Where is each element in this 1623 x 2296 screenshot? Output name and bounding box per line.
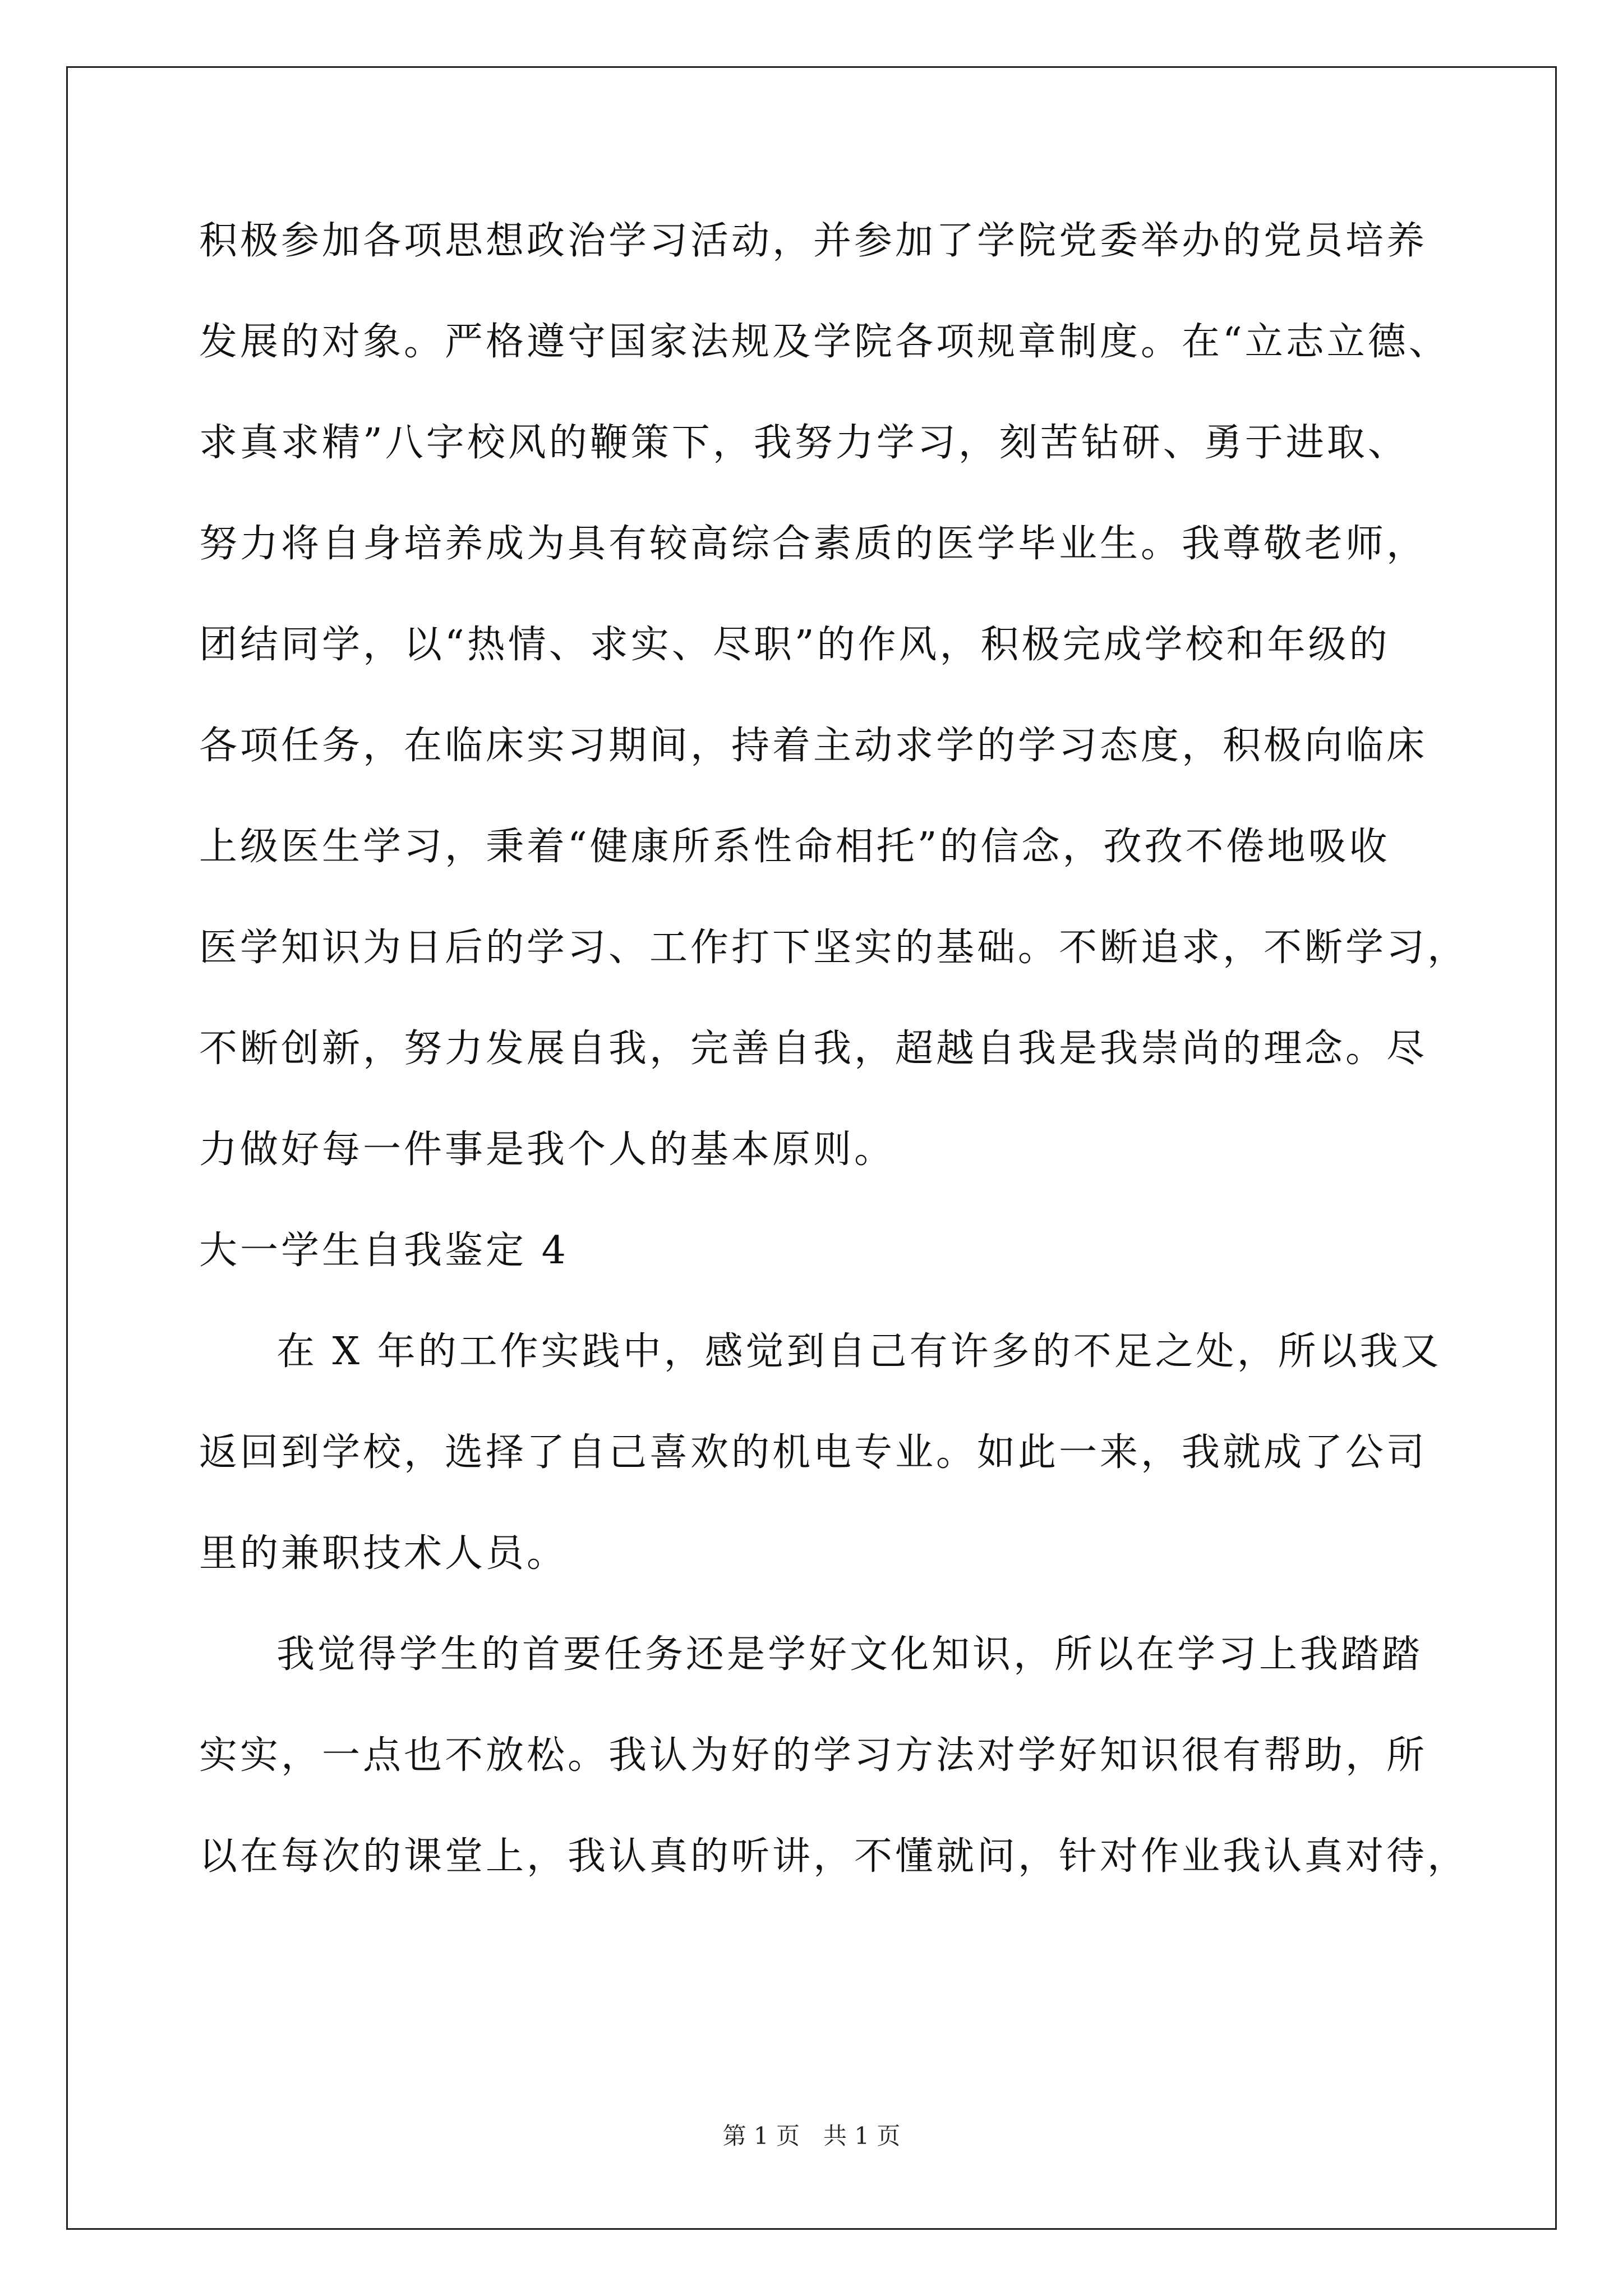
paragraph-line: 返回到学校，选择了自己喜欢的机电专业。如此一来，我就成了公司 (199, 1430, 1428, 1475)
paragraph-line: 努力将自身培养成为具有较高综合素质的医学毕业生。我尊敬老师， (199, 522, 1428, 566)
paragraph-line: 不断创新，努力发展自我，完善自我，超越自我是我崇尚的理念。尽 (199, 1027, 1428, 1071)
paragraph-line: 我觉得学生的首要任务还是学好文化知识，所以在学习上我踏踏 (276, 1632, 1423, 1677)
paragraph-line: 实实，一点也不放松。我认为好的学习方法对学好知识很有帮助，所 (199, 1733, 1428, 1778)
section-heading: 大一学生自我鉴定 4 (199, 1228, 569, 1273)
paragraph-line: 各项任务，在临床实习期间，持着主动求学的学习态度，积极向临床 (199, 724, 1428, 768)
paragraph-line: 里的兼职技术人员。 (199, 1531, 568, 1576)
paragraph-line: 积极参加各项思想政治学习活动，并参加了学院党委举办的党员培养 (199, 219, 1428, 263)
paragraph-line: 在 X 年的工作实践中，感觉到自己有许多的不足之处，所以我又 (276, 1329, 1442, 1374)
paragraph-line: 上级医生学习，秉着“健康所系性命相托”的信念，孜孜不倦地吸收 (199, 825, 1390, 869)
paragraph-line: 团结同学，以“热情、求实、尽职”的作风，积极完成学校和年级的 (199, 623, 1390, 667)
paragraph-line: 求真求精”八字校风的鞭策下，我努力学习，刻苦钻研、勇于进取、 (199, 421, 1409, 465)
paragraph-line: 医学知识为日后的学习、工作打下坚实的基础。不断追求，不断学习， (199, 926, 1469, 970)
paragraph-line: 以在每次的课堂上，我认真的听讲，不懂就问，针对作业我认真对待， (199, 1834, 1469, 1879)
paragraph-line: 发展的对象。严格遵守国家法规及学院各项规章制度。在“立志立德、 (199, 320, 1450, 364)
page-number: 第 1 页 共 1 页 (722, 2122, 901, 2150)
paragraph-line: 力做好每一件事是我个人的基本原则。 (199, 1128, 896, 1172)
